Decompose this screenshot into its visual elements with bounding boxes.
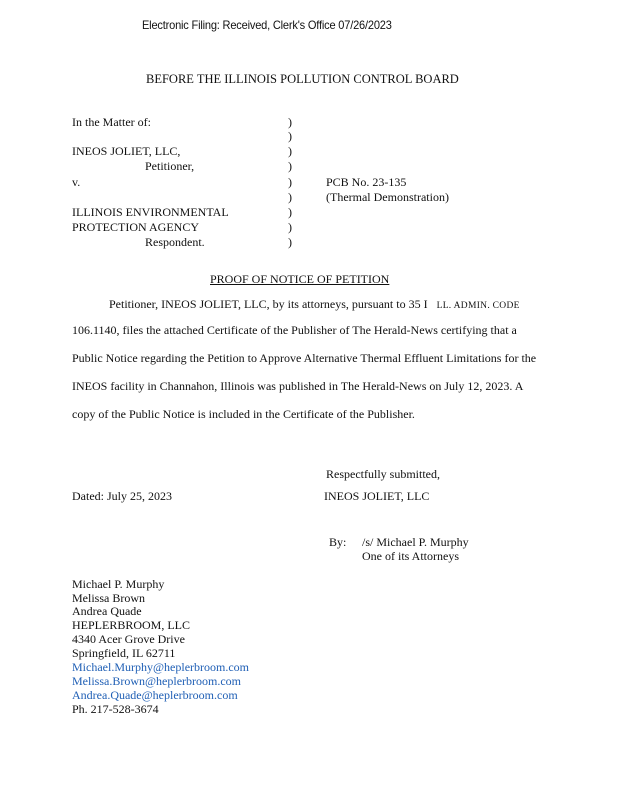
caption-paren: ): [288, 175, 292, 189]
board-heading: BEFORE THE ILLINOIS POLLUTION CONTROL BOARD: [146, 72, 459, 86]
signing-company: INEOS JOLIET, LLC: [324, 489, 430, 503]
caption-paren: ): [288, 115, 292, 129]
caption-paren: ): [288, 190, 292, 204]
caption-respondent-line2: PROTECTION AGENCY: [72, 220, 200, 234]
by-label: By:: [329, 535, 347, 549]
caption-paren: ): [288, 220, 292, 234]
caption-versus: v.: [72, 175, 81, 189]
counsel-name: Melissa Brown: [72, 591, 145, 605]
case-type: (Thermal Demonstration): [326, 190, 449, 204]
counsel-name: Michael P. Murphy: [72, 577, 165, 591]
dated: Dated: July 25, 2023: [72, 489, 172, 503]
counsel-street: 4340 Acer Grove Drive: [72, 632, 185, 646]
caption-paren: ): [288, 129, 292, 143]
body-line-5: copy of the Public Notice is included in the Certificate of the Publisher.: [72, 407, 415, 421]
case-number: PCB No. 23-135: [326, 175, 407, 189]
body-line-1-text: Petitioner, INEOS JOLIET, LLC, by its attorneys, pursuant to 35 I: [109, 297, 428, 311]
body-line-2: 106.1140, files the attached Certificate of the Publisher of The Herald-News certifying that a: [72, 323, 517, 337]
counsel-city: Springfield, IL 62711: [72, 646, 176, 660]
caption-petitioner-role: Petitioner,: [145, 159, 195, 173]
closing: Respectfully submitted,: [326, 467, 440, 481]
caption-matter: In the Matter of:: [72, 115, 151, 129]
caption-paren: ): [288, 144, 292, 158]
caption-respondent-line1: ILLINOIS ENVIRONMENTAL: [72, 205, 229, 219]
caption-paren: ): [288, 159, 292, 173]
caption-respondent-role: Respondent.: [145, 235, 205, 249]
signer-name: /s/ Michael P. Murphy: [362, 535, 469, 549]
caption-paren: ): [288, 205, 292, 219]
filing-stamp: Electronic Filing: Received, Clerk's Office 07/26/2023: [142, 18, 392, 32]
signer-role: One of its Attorneys: [362, 549, 459, 563]
body-line-4: INEOS facility in Channahon, Illinois was published in The Herald-News on July 12, 2023. A: [72, 379, 524, 393]
counsel-phone: Ph. 217-528-3674: [72, 702, 159, 716]
email-link[interactable]: Melissa.Brown@heplerbroom.com: [72, 674, 242, 688]
caption-paren: ): [288, 235, 292, 249]
section-heading: PROOF OF NOTICE OF PETITION: [210, 272, 390, 286]
body-line-1: [109, 297, 520, 312]
email-link[interactable]: Andrea.Quade@heplerbroom.com: [72, 688, 238, 702]
email-link[interactable]: Michael.Murphy@heplerbroom.com: [72, 660, 250, 674]
body-line-3: Public Notice regarding the Petition to Approve Alternative Thermal Effluent Limitations for the: [72, 351, 537, 365]
caption-petitioner-name: INEOS JOLIET, LLC,: [72, 144, 181, 158]
counsel-firm: HEPLERBROOM, LLC: [72, 618, 191, 632]
counsel-name: Andrea Quade: [72, 604, 142, 618]
code-citation: LL. ADMIN. CODE: [436, 301, 520, 311]
